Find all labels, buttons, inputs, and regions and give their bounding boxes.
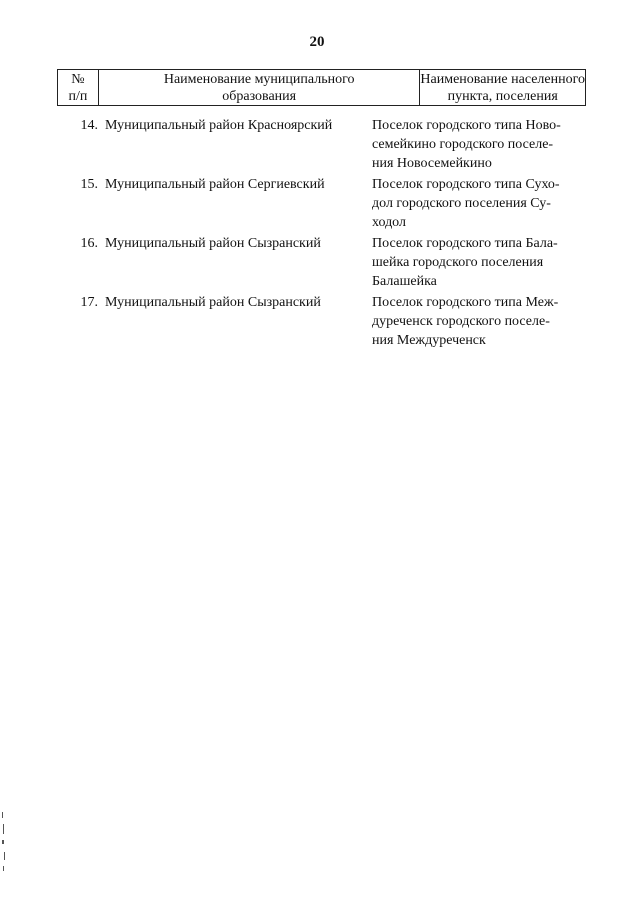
row-municipality: Муниципальный район Сызранский bbox=[105, 295, 321, 310]
header-num-line-2: п/п bbox=[68, 89, 88, 104]
header-municipality-cell bbox=[99, 70, 420, 105]
row-settlement-line: семейкино городского поселе- bbox=[372, 137, 554, 152]
scan-artifact bbox=[3, 824, 4, 834]
scan-artifact bbox=[2, 840, 4, 844]
header-settlement-line-1: Наименование населенного bbox=[420, 72, 585, 87]
header-municipality-line-2: образования bbox=[222, 89, 297, 104]
row-number: 16. bbox=[80, 236, 98, 251]
row-settlement-line: дуреченск городского поселе- bbox=[372, 314, 550, 329]
scan-artifact bbox=[3, 866, 4, 871]
row-number: 14. bbox=[80, 118, 98, 133]
row-settlement bbox=[372, 175, 586, 232]
row-settlement-line: Поселок городского типа Ново- bbox=[372, 118, 561, 133]
row-municipality: Муниципальный район Сызранский bbox=[105, 236, 321, 251]
header-num-cell bbox=[58, 70, 99, 105]
row-settlement-line: Балашейка bbox=[372, 274, 437, 289]
row-settlement bbox=[372, 293, 586, 350]
row-settlement-line: дол городского поселения Су- bbox=[372, 196, 551, 211]
row-settlement-line: Поселок городского типа Меж- bbox=[372, 295, 559, 310]
row-settlement-line: Поселок городского типа Бала- bbox=[372, 236, 558, 251]
header-municipality-line-1: Наименование муниципального bbox=[163, 72, 355, 87]
row-settlement bbox=[372, 234, 586, 291]
row-municipality: Муниципальный район Красноярский bbox=[105, 118, 333, 133]
header-settlement-cell bbox=[420, 70, 585, 105]
page-number: 20 bbox=[309, 34, 325, 50]
header-settlement-line-2: пункта, поселения bbox=[447, 89, 558, 104]
scan-artifact bbox=[4, 852, 5, 860]
header-num-line-1: № bbox=[71, 72, 85, 87]
row-municipality: Муниципальный район Сергиевский bbox=[105, 177, 325, 192]
scan-artifact bbox=[2, 812, 3, 818]
row-settlement-line: ходол bbox=[372, 215, 406, 230]
table-header bbox=[57, 69, 586, 106]
row-number: 17. bbox=[80, 295, 98, 310]
row-settlement-line: шейка городского поселения bbox=[372, 255, 544, 270]
row-settlement-line: ния Новосемейкино bbox=[372, 156, 492, 171]
row-settlement-line: ния Междуреченск bbox=[372, 333, 486, 348]
row-settlement-line: Поселок городского типа Сухо- bbox=[372, 177, 560, 192]
row-number: 15. bbox=[80, 177, 98, 192]
row-settlement bbox=[372, 116, 586, 173]
